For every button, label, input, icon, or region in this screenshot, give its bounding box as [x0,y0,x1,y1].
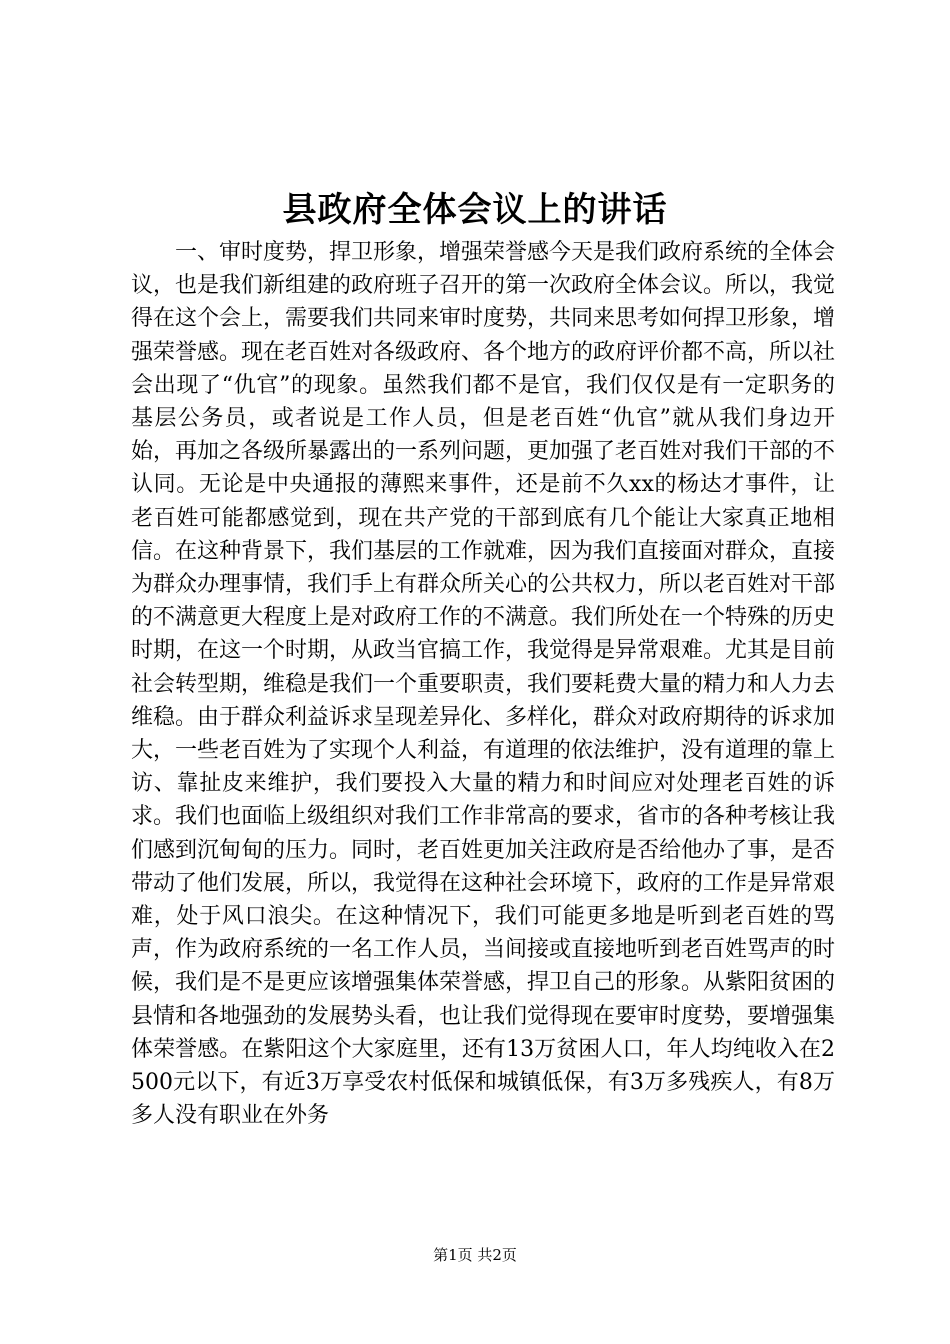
document-title: 县政府全体会议上的讲话 [282,190,668,230]
page-number-footer: 第1页 共2页 [433,1246,517,1264]
document-body-paragraph: 一、审时度势，捍卫形象，增强荣誉感今天是我们政府系统的全体会议，也是我们新组建的政府班子召开的第一次政府全体会议。所以，我觉得在这个会上，需要我们共同来审时度势，共同来思考如何捍卫形象，增强荣誉感。现在老百姓对各级政府、各个地方的政府评价都不高，所以社会出现了“仇官”的现象。虽然我们都不是官，我们仅仅是有一定职务的基层公务员，或者说是工作人员，但是老百姓“仇官”就从我们身边开始，再加之各级所暴露出的一系列问题，更加强了老百姓对我们干部的不认同。无论是中央通报的薄熙来事件，还是前不久xx的杨达才事件，让老百姓可能都感觉到，现在共产党的干部到底有几个能让大家真正地相信。在这种背景下，我们基层的工作就难，因为我们直接面对群众，直接为群众办理事情，我们手上有群众所关心的公共权力，所以老百姓对干部的不满意更大程度上是对政府工作的不满意。我们所处在一个特殊的历史时期，在这一个时期，从政当官搞工作，我觉得是异常艰难。尤其是目前社会转型期，维稳是我们一个重要职责，我们要耗费大量的精力和人力去维稳。由于群众利益诉求呈现差异化、多样化，群众对政府期待的诉求加大，一些老百姓为了实现个人利益，有道理的依法维护，没有道理的靠上访、靠扯皮来维护，我们要投入大量的精力和时间应对处理老百姓的诉求。我们也面临上级组织对我们工作非常高的要求，省市的各种考核让我们感到沉甸甸的压力。同时，老百姓更加关注政府是否给他办了事，是否带动了他们发展，所以，我觉得在这种社会环境下，政府的工作是异常艰难，处于风口浪尖。在这种情况下，我们可能更多地是听到老百姓的骂声，作为政府系统的一名工作人员，当间接或直接地听到老百姓骂声的时候，我们是不是更应该增强集体荣誉感，捍卫自己的形象。从紫阳贫困的县情和各地强劲的发展势头看，也让我们觉得现在要审时度势，要增强集体荣誉感。在紫阳这个大家庭里，还有13万贫困人口，年人均纯收入在2500元以下，有近3万享受农村低保和城镇低保，有3万多残疾人，有8万多人没有职业在外务 [131,240,835,1129]
